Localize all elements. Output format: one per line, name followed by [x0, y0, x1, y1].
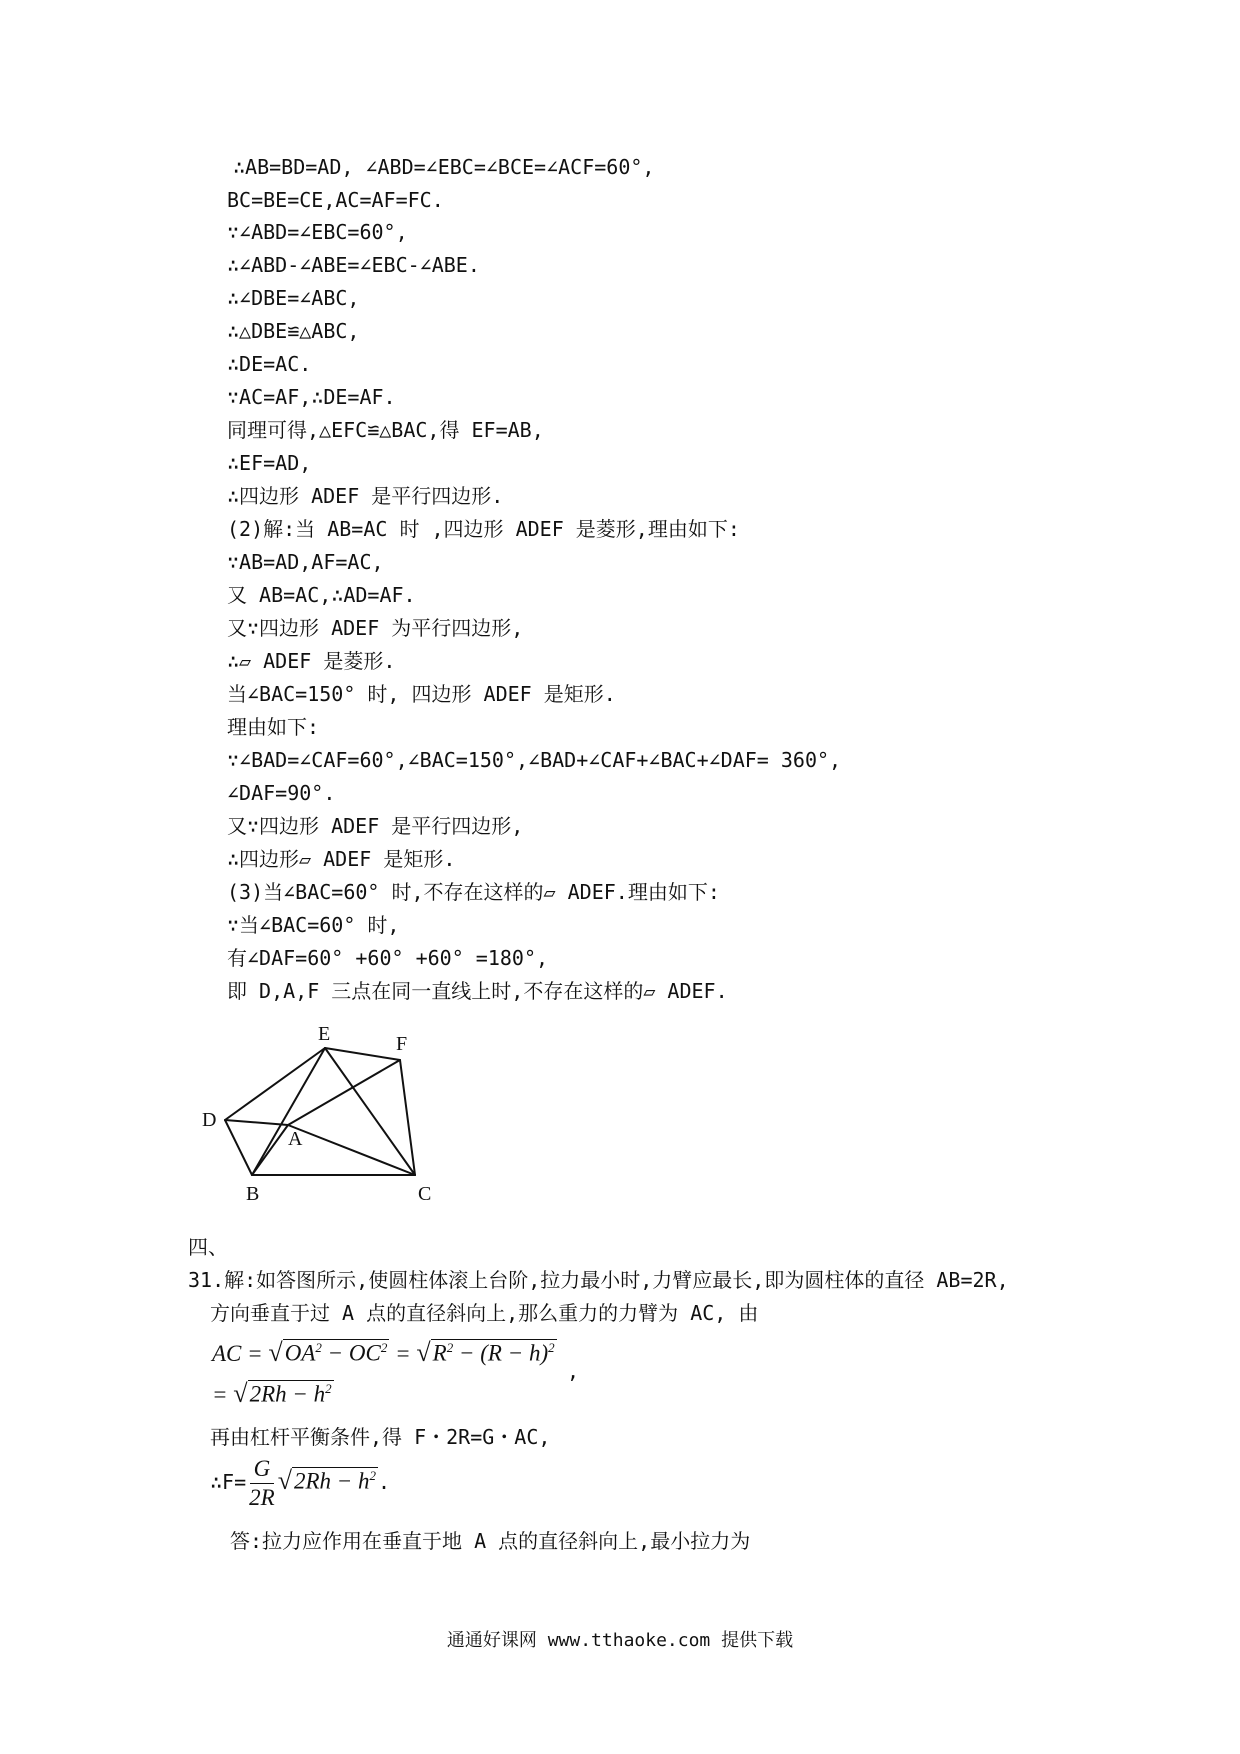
segment-BE — [252, 1048, 325, 1175]
proof-line: 当∠BAC=150° 时, 四边形 ADEF 是矩形. — [227, 682, 616, 706]
proof-line: ∴AB=BD=AD, ∠ABD=∠EBC=∠BCE=∠ACF=60°, — [233, 155, 655, 179]
proof-line: ∴DE=AC. — [227, 352, 312, 376]
proof-line: 理由如下: — [227, 715, 320, 739]
label-A: A — [288, 1128, 303, 1150]
proof-line: 又∵四边形 ADEF 是平行四边形, — [227, 814, 524, 838]
proof-line: 有∠DAF=60° +60° +60° =180°, — [227, 946, 549, 970]
proof-line: ∴△DBE≌△ABC, — [227, 319, 360, 343]
proof-line: ∴EF=AD, — [227, 451, 312, 475]
segment-EF — [325, 1048, 400, 1060]
section-heading: 四、 — [188, 1235, 228, 1259]
proof-line: 又 AB=AC,∴AD=AF. — [227, 583, 416, 607]
balance-line: 再由杠杆平衡条件,得 F・2R=G・AC, — [210, 1425, 551, 1449]
segment-DA — [225, 1120, 288, 1125]
label-C: C — [418, 1183, 432, 1205]
proof-line: ∴四边形▱ ADEF 是矩形. — [227, 847, 456, 871]
proof-line: (2)解:当 AB=AC 时 ,四边形 ADEF 是菱形,理由如下: — [227, 517, 740, 541]
proof-line: ∴▱ ADEF 是菱形. — [227, 649, 396, 673]
proof-line: ∴∠ABD-∠ABE=∠EBC-∠ABE. — [227, 253, 480, 277]
answer-line: 答:拉力应作用在垂直于地 A 点的直径斜向上,最小拉力为 — [230, 1529, 751, 1553]
proof-line: ∴∠DBE=∠ABC, — [227, 286, 360, 310]
question-31-line2: 方向垂直于过 A 点的直径斜向上,那么重力的力臂为 AC, 由 — [210, 1301, 759, 1325]
label-B: B — [246, 1183, 260, 1205]
label-F: F — [396, 1033, 408, 1055]
segment-AB — [252, 1125, 288, 1175]
segment-AF — [288, 1060, 400, 1125]
proof-line: BC=BE=CE,AC=AF=FC. — [227, 188, 444, 212]
segment-BD — [225, 1120, 252, 1175]
proof-line: ∵AC=AF,∴DE=AF. — [227, 385, 396, 409]
proof-line: 即 D,A,F 三点在同一直线上时,不存在这样的▱ ADEF. — [227, 979, 728, 1003]
equation-ac: AC = $√OA^2 - OC^2 = √R^2 - (R - h)^2$ — [212, 1338, 555, 1367]
geometry-figure — [190, 1010, 450, 1210]
force-equation: ∴F= $\frac{G}{2R}$ $√2Rh - h^2$ . — [210, 1456, 391, 1510]
page-footer: 通通好课网 www.tthaoke.com 提供下载 — [446, 1630, 794, 1651]
proof-line: ∵AB=AD,AF=AC, — [227, 550, 384, 574]
proof-line: 又∵四边形 ADEF 为平行四边形, — [227, 616, 524, 640]
proof-line: (3)当∠BAC=60° 时,不存在这样的▱ ADEF.理由如下: — [227, 880, 720, 904]
proof-line: ∠DAF=90°. — [227, 781, 336, 805]
proof-line: 同理可得,△EFC≌△BAC,得 EF=AB, — [227, 418, 544, 442]
equation-ac-simplified: = $√2Rh - h^2$ — [212, 1379, 332, 1408]
equation-comma: , — [567, 1359, 580, 1383]
label-D: D — [202, 1109, 217, 1131]
proof-line: ∴四边形 ADEF 是平行四边形. — [227, 484, 504, 508]
label-E: E — [318, 1023, 331, 1045]
proof-line: ∵∠BAD=∠CAF=60°,∠BAC=150°,∠BAD+∠CAF+∠BAC+∠DAF= 360°, — [227, 748, 842, 772]
segment-DE — [225, 1048, 325, 1120]
question-31-line1: 31.解:如答图所示,使圆柱体滚上台阶,拉力最小时,力臂应最长,即为圆柱体的直径 AB=2R, — [188, 1268, 1009, 1292]
proof-line: ∵∠ABD=∠EBC=60°, — [227, 220, 408, 244]
segment-AC — [288, 1125, 415, 1175]
proof-line: ∵当∠BAC=60° 时, — [227, 913, 400, 937]
